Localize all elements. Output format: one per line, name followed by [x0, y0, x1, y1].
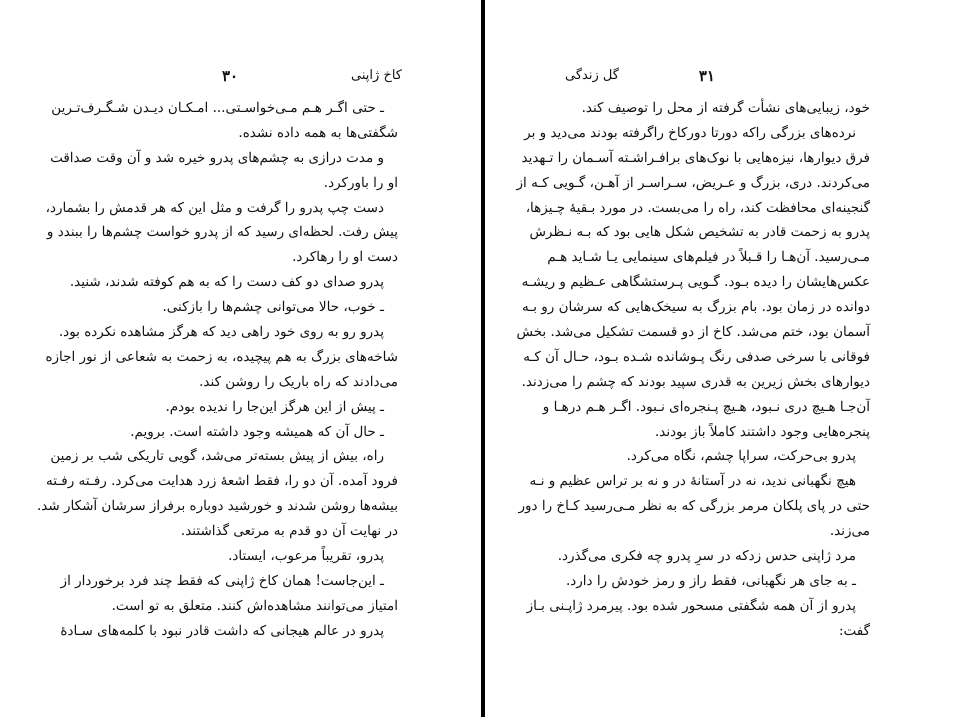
left-page — [0, 0, 481, 717]
text-line: پدرو رو به روی خود راهی دید که هرگز مشاهده نکرده بود. — [58, 324, 384, 341]
text-line: پنجره‌هایی وجود داشتند کاملاً باز بودند. — [654, 423, 870, 440]
text-line: گفت: — [838, 622, 870, 639]
text-line: پیش رفت. لحظه‌ای رسید که از پدرو خواست چشم‌ها را ببندد و — [46, 224, 398, 241]
text-line: فوقانی با سرخی صدفی رنگ پـوشانده شـده بـود، حـال آن کـه — [523, 348, 870, 365]
text-line: پدرو از آن همه شگفتی مسحور شده بود. پیرمرد ژاپـنی بـاز — [526, 597, 856, 614]
text-line: می‌زند. — [829, 523, 870, 540]
text-line: امتیاز می‌توانند مشاهده‌اش کنند. متعلق به تو است. — [111, 597, 398, 614]
text-line: دست چپ پدرو را گرفت و مثل این که هر قدمش را بشمارد، — [45, 199, 384, 216]
text-line: در نهایت آن دو قدم به مرتعی گذاشتند. — [180, 523, 398, 540]
text-line: فرود آمده. آن دو را، فقط اشعهٔ زرد هدایت می‌کرد. رفـته رفـته — [46, 473, 398, 490]
text-line: ـ پیش از این هرگز این‌جا را ندیده بودم. — [165, 398, 384, 415]
left-running-title: کاخ ژاپنی — [351, 68, 402, 83]
text-line: شگفتی‌ها به همه داده نشده. — [238, 124, 398, 141]
text-line: فرق دیوارها، نیزه‌هایی با نوک‌های برافـراشـته آسـمان را تـهدید — [521, 149, 870, 166]
text-line: پدرو بی‌حرکت، سراپا چشم، نگاه می‌کرد. — [626, 448, 856, 465]
text-line: حتی در پای پلکان مرمر بزرگی که به نظر مـی‌رسید کـاخ را دور — [518, 498, 870, 515]
text-line: دیوارهای بخش زیرین به قدری سپید بودند که چشم را می‌زدند. — [521, 373, 870, 390]
text-line: ـ حال آن که همیشه وجود داشته است. برویم. — [130, 423, 384, 440]
right-page — [485, 0, 963, 717]
text-line: آسمان بود، ختم می‌شد. کاخ از دو قسمت تشکیل می‌شد. بخش — [516, 324, 870, 341]
text-line: شاخه‌های بزرگ به هم پیچیده، به زحمت به شعاعی از نور اجازه — [45, 348, 398, 365]
left-page-header — [222, 66, 402, 86]
text-line: بیشه‌ها روشن شدند و خورشید دوباره برفراز سرشان آشکار شد. — [37, 498, 398, 515]
text-line: ـ به جای هر نگهبانی، فقط راز و رمز خودش را دارد. — [565, 572, 856, 589]
text-line: مرد ژاپنی حدس زدکه در سرِ پدرو چه فکری می‌گذرد. — [557, 548, 856, 565]
text-line: و مدت درازی به چشم‌های پدرو خیره شد و آن وقت صداقت — [50, 149, 384, 166]
left-page-text — [37, 96, 398, 644]
text-line: او را باورکرد. — [323, 174, 398, 191]
text-line: پدرو صدای دو کف دست را که به هم کوفته شدند، شنید. — [69, 274, 384, 291]
text-line: دوانده در زمان بود. بام بزرگ به سیخک‌هایی که سرشان رو بـه — [522, 299, 870, 316]
text-line: می‌کردند. دری، بزرگ و عـریض، سـراسـر از آهـن، گـویی کـه از — [516, 174, 870, 191]
right-page-header — [565, 66, 715, 86]
text-line: پدرو در عالم هیجانی که داشت قادر نبود با کلمه‌های سـادهٔ — [60, 622, 384, 639]
right-page-text — [516, 96, 870, 644]
text-line: آن‌جـا هـیچ دری نـبود، هـیچ پـنجره‌ای نـبود. اگـر هـم درهـا و — [542, 398, 870, 415]
text-line: راه، بیش از پیش بسته‌تر می‌شد، گویی تاریکی شب بر زمین — [50, 448, 384, 465]
left-page-number: ۳۰ — [222, 67, 239, 85]
text-line: مـی‌رسید. آن‌هـا را قـبلاً در فیلم‌های سینمایی یـا شـاید هـم — [547, 249, 870, 266]
text-line: پدرو به زحمت قادر به تشخیص شکل هایی بود که بـه نـظرش — [529, 224, 870, 241]
text-line: هیچ نگهبانی ندید، نه در آستانهٔ در و نه بر تراس عظیم و نـه — [529, 473, 856, 490]
text-line: نرده‌های بزرگی راکه دورتا دورکاخ راگرفته بودند می‌دید و بر — [524, 124, 856, 141]
text-line: دست او را رهاکرد. — [292, 249, 398, 266]
right-page-number: ۳۱ — [698, 67, 715, 85]
text-line: خود، زیبایی‌های نشأت گرفته از محل را توصیف کند. — [581, 100, 870, 116]
text-line: پدرو، تقریباً مرعوب، ایستاد. — [228, 548, 384, 565]
text-line: می‌دادند که راه باریک را روشن کند. — [199, 373, 398, 390]
text-line: ـ خوب، حالا می‌توانی چشم‌ها را بازکنی. — [162, 299, 384, 316]
right-running-title: گل زندگی — [565, 68, 619, 83]
text-line: عکس‌هایشان را دیده بـود. گـویی پـرستشگاهی عـظیم و ریشـه — [521, 274, 870, 291]
text-line: ـ حتی اگـر هـم مـی‌خواسـتی... امـکـان دیـدن شـگـرف‌تـرین — [51, 100, 384, 116]
text-line: گنجینه‌ای محافظت کند، راه را می‌بست. در مورد بـقیهٔ چـیزها، — [525, 199, 870, 216]
text-line: ـ این‌جاست! همان کاخ ژاپنی که فقط چند فرد برخوردار از — [60, 572, 384, 589]
